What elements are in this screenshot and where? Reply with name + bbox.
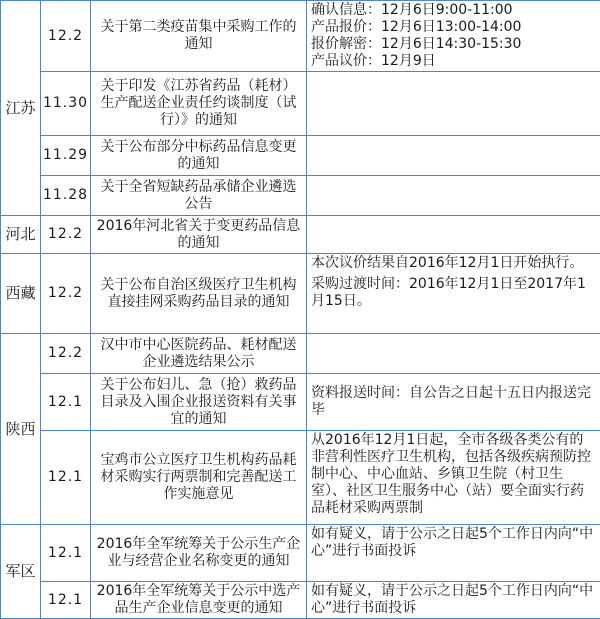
table-row (1, 216, 600, 254)
date-cell: 12.1 (41, 374, 91, 431)
province-cell: 西藏 (1, 254, 41, 334)
table-row (1, 334, 600, 374)
notice-title-cell[interactable]: 关于第二类疫苗集中采购工作的通知 (91, 1, 307, 72)
notice-title-cell[interactable]: 宝鸡市公立医疗卫生机构药品耗材采购实行两票制和完善配送工作实施意见 (91, 431, 307, 525)
table-row (1, 254, 600, 334)
table-row (1, 374, 600, 431)
date-cell: 12.1 (41, 582, 91, 619)
notes-cell: 如有疑义，请于公示之日起5个工作日内向“中心”进行书面投诉 (307, 525, 600, 582)
notes-cell: 如有疑义，请于公示之日起5个工作日内向“中心”进行书面投诉 (307, 582, 600, 619)
province-cell: 河北 (1, 216, 41, 254)
note-line: 本次议价结果自2016年12月1日开始执行。 (311, 255, 597, 272)
notes-cell: 资料报送时间：自公告之日起十五日内报送完毕 (307, 374, 600, 431)
notes-cell (307, 176, 600, 216)
table-row (1, 431, 600, 525)
date-cell: 12.2 (41, 216, 91, 254)
note-line: 确认信息：12月6日9:00-11:00 (311, 2, 597, 19)
table-row (1, 582, 600, 619)
date-cell: 12.2 (41, 1, 91, 72)
date-cell: 12.2 (41, 334, 91, 374)
notes-cell (307, 136, 600, 176)
table-row (1, 176, 600, 216)
note-line: 采购过渡时间：2016年12月1日至2017年1月15日。 (311, 276, 597, 310)
province-cell: 陕西 (1, 334, 41, 525)
date-cell: 12.2 (41, 254, 91, 334)
table-row (1, 525, 600, 582)
notice-title-cell[interactable]: 2016年河北省关于变更药品信息的通知 (91, 216, 307, 254)
date-cell: 12.1 (41, 431, 91, 525)
notice-title-cell[interactable]: 关于印发《江苏省药品（耗材）生产配送企业责任约谈制度（试行）》的通知 (91, 72, 307, 136)
province-cell: 江苏 (1, 1, 41, 216)
notice-title-cell[interactable]: 2016年全军统筹关于公示生产企业与经营企业名称变更的通知 (91, 525, 307, 582)
notice-title-cell[interactable]: 关于公布妇儿、急（抢）救药品目录及入围企业报送资料有关事宜的通知 (91, 374, 307, 431)
notice-title-cell[interactable]: 关于公布部分中标药品信息变更的通知 (91, 136, 307, 176)
notes-cell (307, 1, 600, 72)
notes-cell (307, 72, 600, 136)
table-row (1, 1, 600, 72)
notice-title-cell[interactable]: 关于公布自治区级医疗卫生机构直接挂网采购药品目录的通知 (91, 254, 307, 334)
notes-cell (307, 254, 600, 334)
notes-cell (307, 334, 600, 374)
notice-title-cell[interactable]: 关于全省短缺药品承储企业遴选公告 (91, 176, 307, 216)
date-cell: 11.29 (41, 136, 91, 176)
notice-title-cell[interactable]: 汉中市中心医院药品、耗材配送企业遴选结果公示 (91, 334, 307, 374)
table-row (1, 72, 600, 136)
notice-title-cell[interactable]: 2016年全军统筹关于公示中选产品生产企业信息变更的通知 (91, 582, 307, 619)
notes-cell: 从2016年12月1日起，全市各级各类公有的非营利性医疗卫生机构，包括各级疾病预防控制中心、中心血站、乡镇卫生院（村卫生室）、社区卫生服务中心（站）要全面实行药品耗材采购两票制 (307, 431, 600, 525)
note-line: 产品议价：12月9日 (311, 53, 597, 70)
table-row (1, 136, 600, 176)
date-cell: 11.30 (41, 72, 91, 136)
note-line: 报价解密：12月6日14:30-15:30 (311, 36, 597, 53)
date-cell: 12.1 (41, 525, 91, 582)
notes-cell (307, 216, 600, 254)
note-line: 产品报价：12月6日13:00-14:00 (311, 19, 597, 36)
date-cell: 11.28 (41, 176, 91, 216)
province-cell: 军区 (1, 525, 41, 619)
